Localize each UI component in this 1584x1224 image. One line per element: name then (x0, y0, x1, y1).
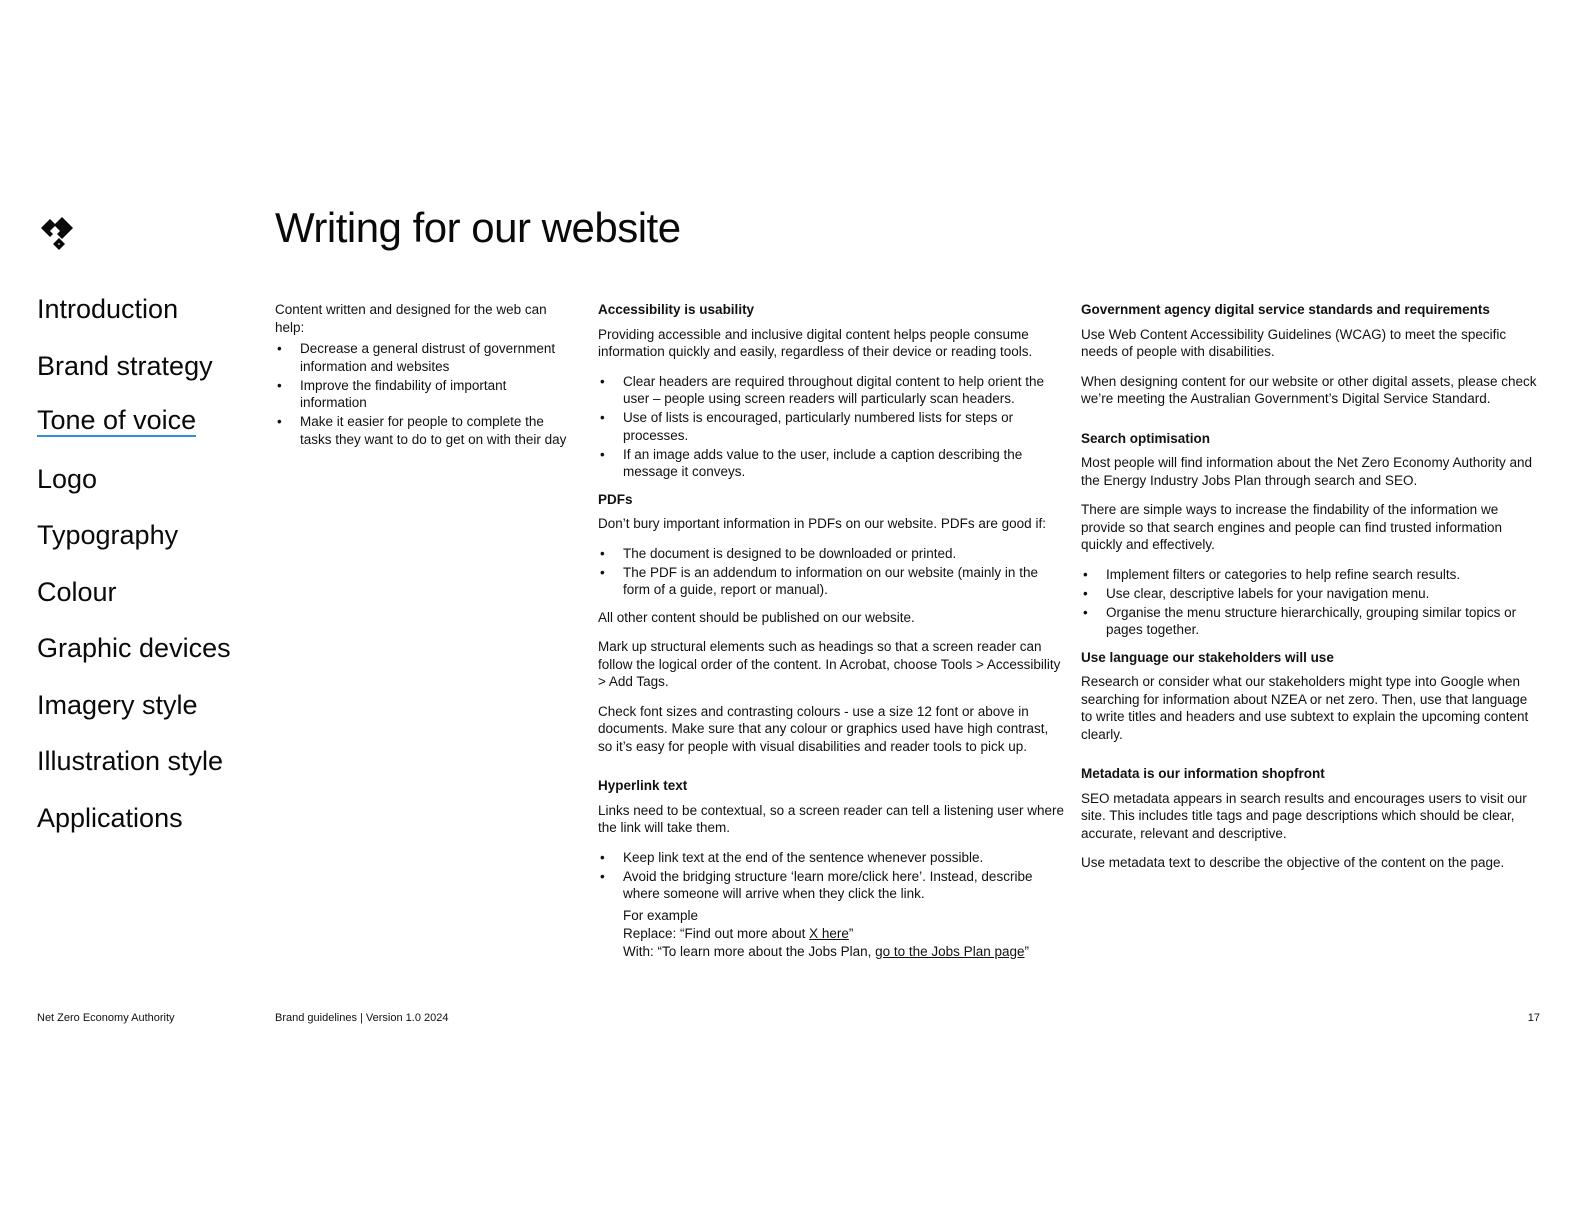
pdfs-text: Don’t bury important information in PDFs on our website. PDFs are good if: (598, 516, 1046, 531)
list-item: • Keep link text at the end of the sentence whenever possible. (598, 849, 1066, 867)
nav-link-introduction[interactable]: Introduction (37, 294, 179, 324)
list-item: • Clear headers are required throughout digital content to help orient the user – people using screen readers will particularly scan headers. (598, 373, 1066, 408)
nav-item-imagery-style (37, 688, 231, 745)
language-text: Research or consider what our stakeholders might type into Google when searching for information about NZEA or net zero. Then, use that language to write titles and headers and use subtext to explain the upcoming content clearly. (1081, 674, 1529, 742)
list-item: • Organise the menu structure hierarchically, grouping similar topics or pages together. (1081, 604, 1541, 639)
list-item: • Implement filters or categories to help refine search results. (1081, 566, 1541, 584)
nav-link-imagery-style[interactable]: Imagery style (37, 689, 198, 720)
example-label: For example (623, 907, 699, 923)
nav-item-colour (37, 575, 231, 632)
example-with (623, 943, 1066, 961)
nav-link-applications[interactable]: Applications (37, 802, 183, 833)
section-nav (37, 292, 231, 857)
standards-column (1081, 301, 1541, 884)
accessibility-heading: Accessibility is usability (598, 302, 755, 317)
hyperlink-list (598, 849, 1066, 903)
list-item: • The PDF is an addendum to information on our website (mainly in the form of a guide, report or manual). (598, 564, 1066, 599)
pdfs-paragraph: All other content should be published on our website. (598, 609, 915, 625)
pdfs-heading: PDFs (598, 491, 633, 507)
footer-doc-version: Brand guidelines | Version 1.0 2024 (275, 1012, 449, 1024)
nav-link-graphic-devices[interactable]: Graphic devices (37, 633, 231, 663)
search-paragraph: Most people will find information about the Net Zero Economy Authority and the Energy Industry Jobs Plan through search and SEO. (1081, 455, 1532, 488)
list-item: • Improve the findability of important information (275, 377, 575, 412)
list-item: • Use clear, descriptive labels for your navigation menu. (1081, 585, 1541, 603)
metadata-paragraph: SEO metadata appears in search results and encourages users to visit our site. This includes title tags and page descriptions which should be clear, accurate, relevant and descriptive. (1081, 790, 1527, 841)
link-example (598, 907, 1066, 961)
language-heading: Use language our stakeholders will use (1081, 649, 1334, 665)
nav-item-brand-strategy (37, 349, 231, 406)
example-with-suffix: ” (1024, 943, 1029, 959)
search-heading: Search optimisation (1081, 430, 1211, 446)
list-item: • Use of lists is encouraged, particularly numbered lists for steps or processes. (598, 409, 1066, 444)
list-item: • If an image adds value to the user, include a caption describing the message it conveys. (598, 446, 1066, 481)
list-item: • The document is designed to be downloaded or printed. (598, 545, 1066, 563)
hyperlink-heading: Hyperlink text (598, 778, 688, 793)
list-item: • Decrease a general distrust of government information and websites (275, 340, 575, 375)
search-list (1081, 566, 1541, 639)
nav-link-tone-of-voice[interactable]: Tone of voice (37, 405, 197, 435)
metadata-paragraph: Use metadata text to describe the objective of the content on the page. (1081, 855, 1505, 870)
nav-link-logo[interactable]: Logo (37, 463, 98, 494)
nav-item-typography (37, 518, 231, 575)
nav-item-tone-of-voice (37, 405, 231, 462)
nav-item-introduction (37, 292, 231, 349)
list-item: • Make it easier for people to complete the tasks they want to do to get on with their day (275, 413, 575, 448)
example-replace-suffix: ” (848, 925, 854, 941)
metadata-heading: Metadata is our information shopfront (1081, 766, 1325, 781)
intro-column (275, 301, 575, 458)
nav-link-typography[interactable]: Typography (37, 520, 179, 550)
example-with-link[interactable]: go to the Jobs Plan page (875, 943, 1025, 959)
list-item: • Avoid the bridging structure ‘learn more/click here’. Instead, describe where someone will arrive when they click the link. (598, 868, 1066, 903)
standards-paragraph: Use Web Content Accessibility Guidelines (WCAG) to meet the specific needs of people with disabilities. (1081, 326, 1507, 359)
accessibility-list (598, 373, 1066, 481)
page-title: Writing for our website (275, 204, 681, 251)
accessibility-column (598, 301, 1066, 961)
page-number: 17 (1527, 1012, 1540, 1024)
standards-heading: Government agency digital service standards and requirements (1081, 302, 1490, 317)
nav-item-illustration-style (37, 744, 231, 801)
example-with-prefix: With: “To learn more about the Jobs Plan, (623, 943, 876, 959)
standards-paragraph: When designing content for our website or other digital assets, please check we’re meeting the Australian Government’s Digital Service Standard. (1081, 373, 1537, 406)
intro-text: Content written and designed for the web can help: (275, 302, 547, 335)
example-replace-prefix: Replace: “Find out more about (623, 925, 810, 941)
nav-item-graphic-devices (37, 631, 231, 688)
search-paragraph: There are simple ways to increase the findability of the information we provide so that search engines and people can find trusted information quickly and effectively. (1081, 502, 1503, 552)
footer-org: Net Zero Economy Authority (37, 1012, 175, 1024)
nav-item-logo (37, 462, 231, 519)
diamond-logo-icon (36, 214, 80, 252)
nav-link-illustration-style[interactable]: Illustration style (37, 746, 224, 776)
pdfs-list (598, 545, 1066, 599)
example-replace (623, 925, 1066, 943)
nav-link-colour[interactable]: Colour (37, 576, 117, 607)
accessibility-text: Providing accessible and inclusive digital content helps people consume information quickly and easily, regardless of their device or reading tools. (598, 326, 1033, 359)
pdfs-paragraph: Check font sizes and contrasting colours - use a size 12 font or above in documents. Make sure that any colour or graphics used have high contrast, so it’s easy for people with visual disabilities and reader tools to pick up. (598, 703, 1049, 754)
nav-link-brand-strategy[interactable]: Brand strategy (37, 350, 213, 381)
nav-item-applications (37, 801, 231, 858)
pdfs-paragraph: Mark up structural elements such as headings so that a screen reader can follow the logical order of the content. In Acrobat, choose Tools > Accessibility > Add Tags. (598, 639, 1061, 689)
hyperlink-text: Links need to be contextual, so a screen reader can tell a listening user where the link will take them. (598, 802, 1065, 835)
intro-list (275, 340, 575, 448)
example-replace-link[interactable]: X here (809, 925, 849, 941)
